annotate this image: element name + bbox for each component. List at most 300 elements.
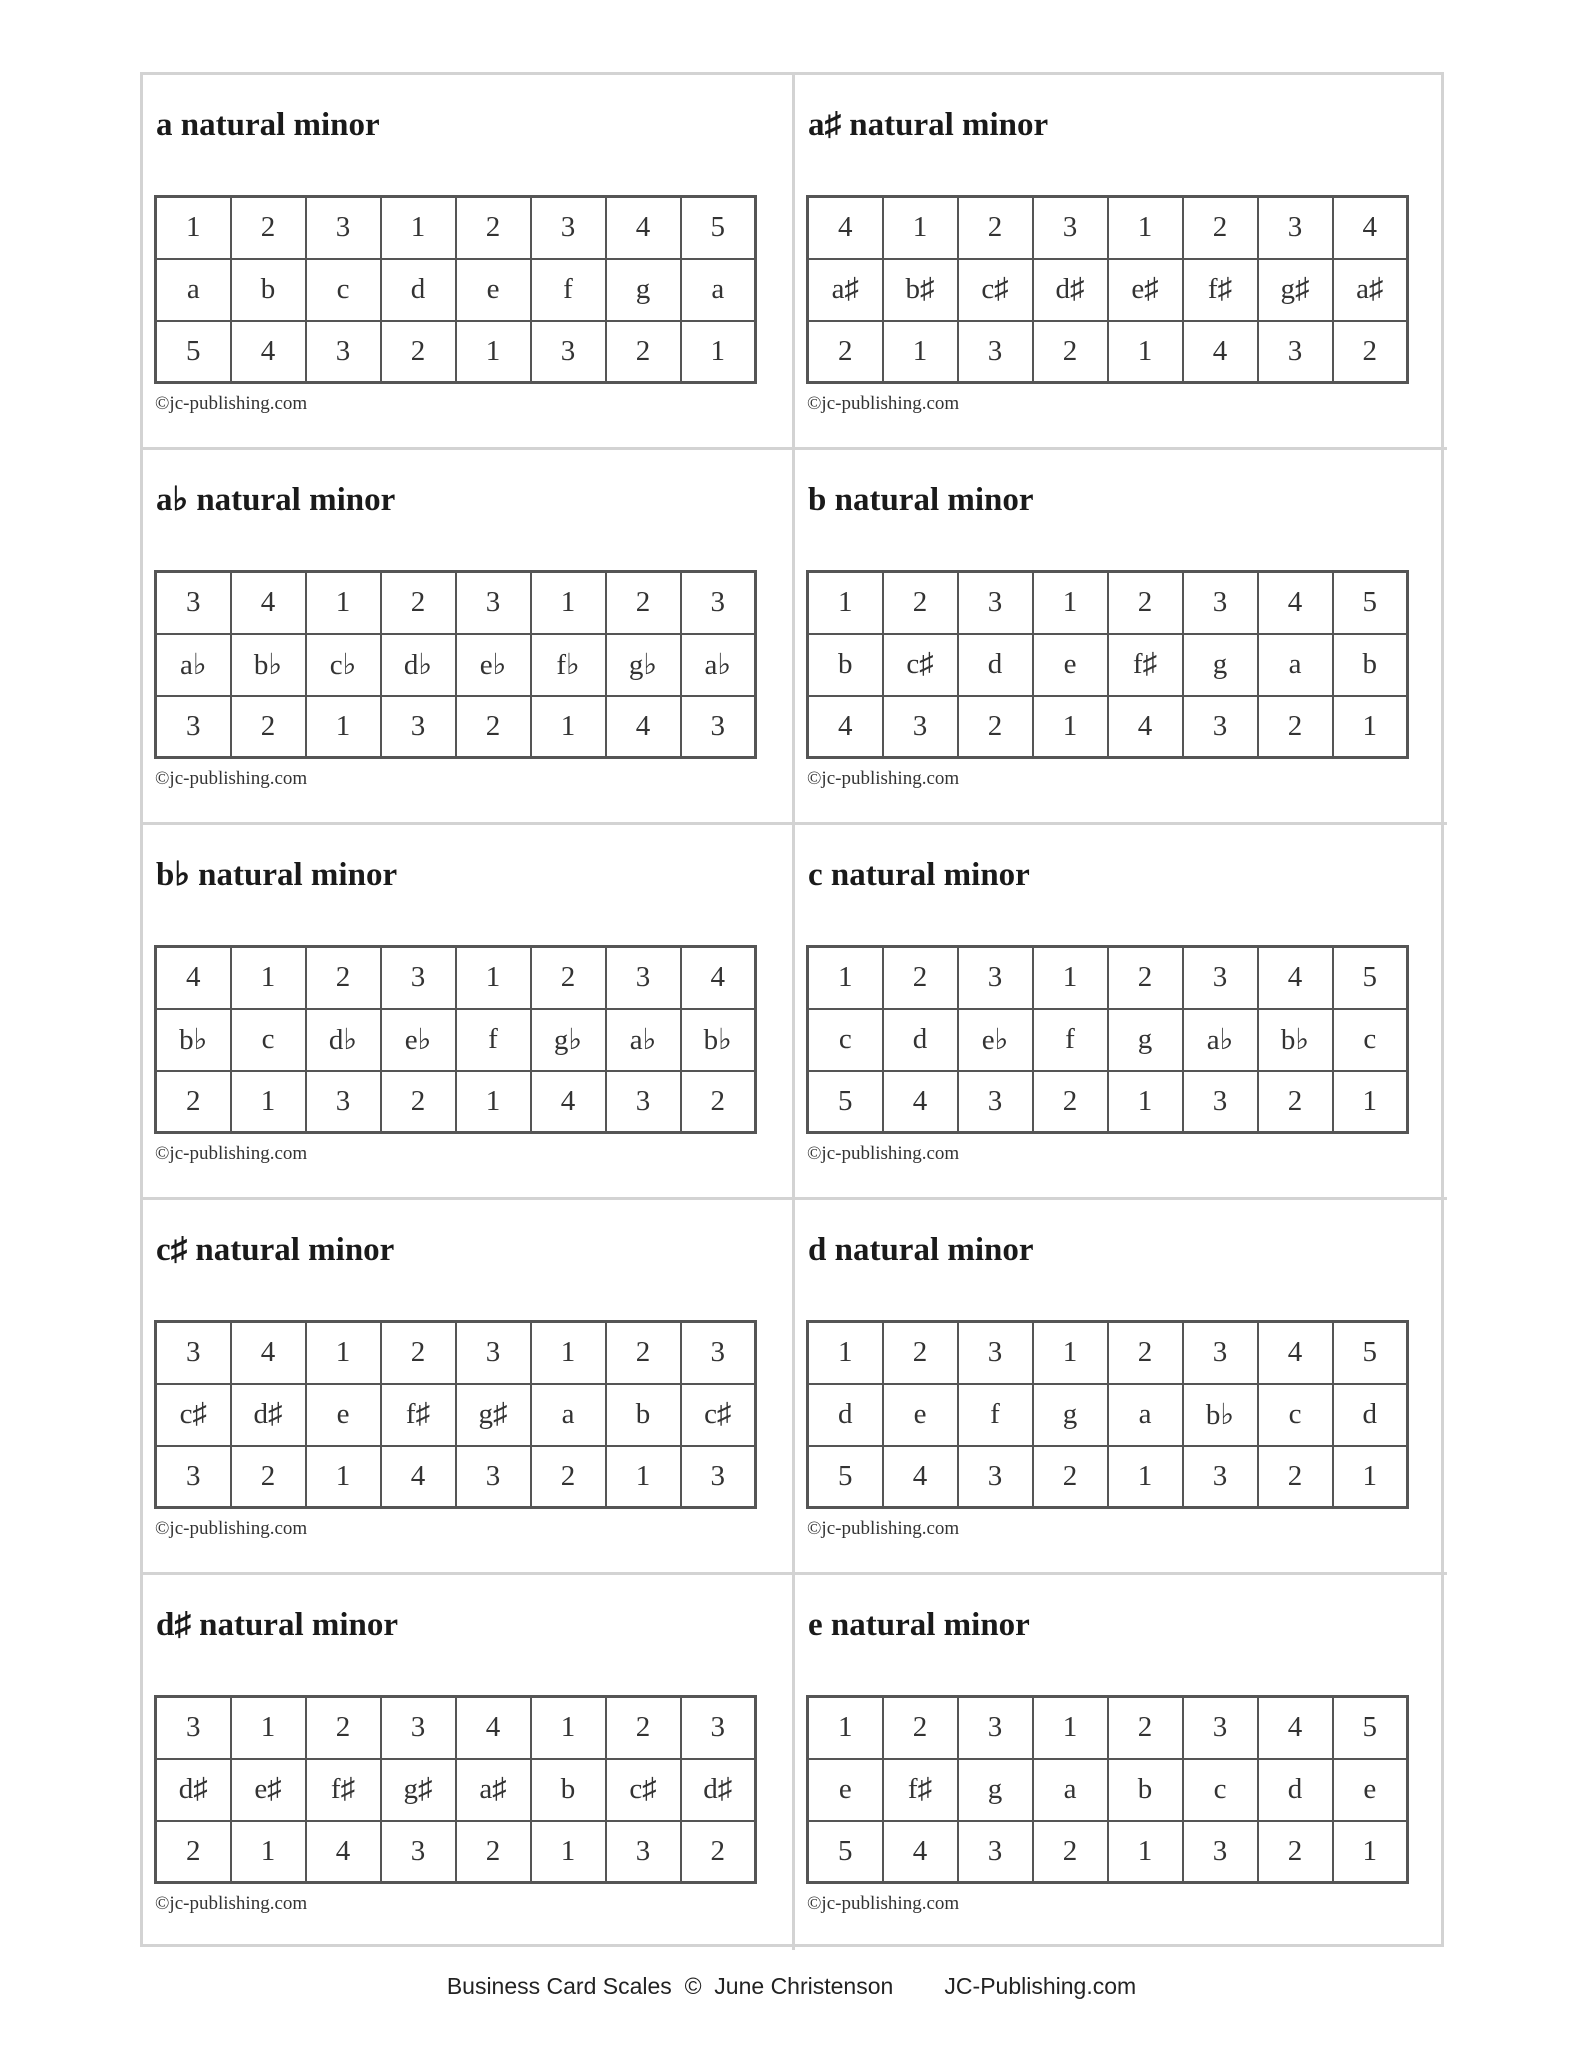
table-cell: 4: [1333, 197, 1408, 259]
copyright-text: ©jc-publishing.com: [155, 768, 308, 789]
fingering-row-top: [156, 1322, 756, 1384]
table-cell: 5: [808, 1071, 883, 1133]
table-cell: c♯: [681, 1384, 756, 1446]
table-cell: a♭: [681, 634, 756, 696]
table-cell: b♭: [1183, 1384, 1258, 1446]
scale-table: [806, 945, 1409, 1134]
fingering-row-bottom: [156, 696, 756, 758]
table-cell: 3: [156, 1697, 231, 1759]
table-cell: f: [531, 259, 606, 321]
scale-table: [806, 1695, 1409, 1884]
table-cell: 2: [606, 1322, 681, 1384]
scale-title: c♯ natural minor: [156, 1232, 395, 1268]
table-cell: 2: [1108, 1322, 1183, 1384]
scale-card: [795, 75, 1447, 450]
table-cell: b: [531, 1759, 606, 1821]
table-cell: 2: [681, 1821, 756, 1883]
table-cell: 2: [381, 1071, 456, 1133]
table-cell: 2: [531, 947, 606, 1009]
scale-title: a natural minor: [156, 107, 380, 143]
table-cell: 3: [606, 1071, 681, 1133]
table-cell: g♯: [381, 1759, 456, 1821]
table-cell: 2: [606, 1697, 681, 1759]
table-cell: 5: [1333, 947, 1408, 1009]
scale-title: b natural minor: [808, 482, 1034, 518]
table-cell: 1: [1333, 1821, 1408, 1883]
table-cell: d: [958, 634, 1033, 696]
scale-title: e natural minor: [808, 1607, 1030, 1643]
table-cell: 3: [381, 1697, 456, 1759]
table-cell: 2: [1333, 321, 1408, 383]
table-cell: 2: [883, 572, 958, 634]
table-cell: 4: [1183, 321, 1258, 383]
note-row: [808, 259, 1408, 321]
table-cell: 3: [156, 572, 231, 634]
table-cell: f♯: [1183, 259, 1258, 321]
table-cell: 4: [808, 197, 883, 259]
table-cell: 1: [231, 1071, 306, 1133]
table-cell: 3: [531, 321, 606, 383]
table-cell: 5: [808, 1821, 883, 1883]
table-cell: b: [1333, 634, 1408, 696]
table-cell: 3: [1183, 696, 1258, 758]
table-cell: g: [958, 1759, 1033, 1821]
table-cell: 2: [883, 947, 958, 1009]
table-cell: 4: [606, 696, 681, 758]
table-cell: 3: [156, 1446, 231, 1508]
table-cell: 3: [958, 1697, 1033, 1759]
table-cell: 1: [456, 947, 531, 1009]
table-cell: b♭: [1258, 1009, 1333, 1071]
note-row: [156, 1009, 756, 1071]
table-cell: e: [1333, 1759, 1408, 1821]
table-cell: 2: [1108, 1697, 1183, 1759]
table-cell: 1: [306, 1446, 381, 1508]
table-cell: b: [231, 259, 306, 321]
copyright-text: ©jc-publishing.com: [807, 393, 960, 414]
table-cell: 2: [456, 197, 531, 259]
note-row: [808, 1009, 1408, 1071]
table-cell: 4: [1258, 1322, 1333, 1384]
table-cell: 4: [883, 1071, 958, 1133]
scale-title: b♭ natural minor: [156, 857, 398, 893]
table-cell: 1: [456, 321, 531, 383]
table-cell: 2: [531, 1446, 606, 1508]
table-cell: c♯: [958, 259, 1033, 321]
fingering-row-bottom: [156, 1071, 756, 1133]
note-row: [156, 634, 756, 696]
table-cell: 4: [456, 1697, 531, 1759]
card-sheet: [140, 72, 1444, 1947]
table-cell: 4: [381, 1446, 456, 1508]
copyright-text: ©jc-publishing.com: [807, 1518, 960, 1539]
table-cell: c♯: [606, 1759, 681, 1821]
table-cell: b♯: [883, 259, 958, 321]
note-row: [156, 1384, 756, 1446]
table-cell: 3: [1183, 572, 1258, 634]
table-cell: 3: [606, 1821, 681, 1883]
table-cell: 1: [1333, 1446, 1408, 1508]
table-cell: 1: [606, 1446, 681, 1508]
fingering-row-top: [808, 572, 1408, 634]
table-cell: c: [1258, 1384, 1333, 1446]
table-cell: e: [1033, 634, 1108, 696]
table-cell: 4: [231, 572, 306, 634]
table-cell: 3: [156, 696, 231, 758]
fingering-row-bottom: [156, 1446, 756, 1508]
table-cell: 1: [531, 1821, 606, 1883]
table-cell: 3: [156, 1322, 231, 1384]
table-cell: 4: [231, 1322, 306, 1384]
scale-table: [154, 195, 757, 384]
table-cell: 2: [1033, 321, 1108, 383]
table-cell: a♯: [808, 259, 883, 321]
table-cell: 1: [381, 197, 456, 259]
table-cell: 1: [1108, 1446, 1183, 1508]
table-cell: 3: [606, 947, 681, 1009]
table-cell: 4: [1258, 947, 1333, 1009]
table-cell: 3: [306, 1071, 381, 1133]
fingering-row-top: [808, 1697, 1408, 1759]
table-cell: 4: [156, 947, 231, 1009]
table-cell: e: [808, 1759, 883, 1821]
table-cell: 3: [958, 1446, 1033, 1508]
table-cell: 1: [1108, 1071, 1183, 1133]
table-cell: f: [958, 1384, 1033, 1446]
table-cell: a: [1108, 1384, 1183, 1446]
scale-table: [154, 1320, 757, 1509]
table-cell: 2: [1183, 197, 1258, 259]
table-cell: 1: [1333, 696, 1408, 758]
table-cell: 3: [1183, 1697, 1258, 1759]
table-cell: g: [1033, 1384, 1108, 1446]
table-cell: 2: [381, 1322, 456, 1384]
table-cell: 2: [958, 696, 1033, 758]
table-cell: 1: [231, 947, 306, 1009]
table-cell: 3: [681, 1446, 756, 1508]
table-cell: 3: [306, 197, 381, 259]
table-cell: 2: [1258, 1821, 1333, 1883]
table-cell: 2: [381, 572, 456, 634]
table-cell: e: [306, 1384, 381, 1446]
table-cell: 1: [456, 1071, 531, 1133]
table-cell: 3: [1183, 947, 1258, 1009]
fingering-row-top: [156, 197, 756, 259]
table-cell: d: [1333, 1384, 1408, 1446]
scale-title: a♯ natural minor: [808, 107, 1049, 143]
table-cell: 1: [1033, 696, 1108, 758]
table-cell: 1: [1033, 1322, 1108, 1384]
fingering-row-top: [156, 1697, 756, 1759]
table-cell: 3: [381, 1821, 456, 1883]
table-cell: 2: [381, 321, 456, 383]
note-row: [808, 634, 1408, 696]
table-cell: b♭: [156, 1009, 231, 1071]
table-cell: f: [1033, 1009, 1108, 1071]
table-cell: 2: [231, 1446, 306, 1508]
table-cell: 3: [456, 1446, 531, 1508]
copyright-text: ©jc-publishing.com: [807, 768, 960, 789]
table-cell: 3: [681, 1697, 756, 1759]
table-cell: 1: [808, 947, 883, 1009]
table-cell: 3: [381, 696, 456, 758]
table-cell: c: [1183, 1759, 1258, 1821]
table-cell: 3: [958, 321, 1033, 383]
table-cell: g♭: [606, 634, 681, 696]
table-cell: 3: [381, 947, 456, 1009]
table-cell: 1: [531, 1697, 606, 1759]
table-cell: d♭: [381, 634, 456, 696]
table-cell: 3: [883, 696, 958, 758]
table-cell: 1: [1033, 947, 1108, 1009]
table-cell: 2: [1258, 696, 1333, 758]
table-cell: 5: [1333, 572, 1408, 634]
table-cell: 3: [306, 321, 381, 383]
table-cell: 5: [156, 321, 231, 383]
table-cell: 2: [306, 947, 381, 1009]
fingering-row-top: [808, 197, 1408, 259]
table-cell: 2: [156, 1821, 231, 1883]
table-cell: d♯: [1033, 259, 1108, 321]
scale-table: [154, 570, 757, 759]
table-cell: c: [808, 1009, 883, 1071]
table-cell: 1: [1108, 197, 1183, 259]
table-cell: a: [681, 259, 756, 321]
table-cell: 2: [808, 321, 883, 383]
fingering-row-bottom: [808, 1821, 1408, 1883]
table-cell: 2: [1033, 1071, 1108, 1133]
fingering-row-bottom: [156, 1821, 756, 1883]
table-cell: 4: [808, 696, 883, 758]
table-cell: 3: [456, 1322, 531, 1384]
table-cell: d♯: [681, 1759, 756, 1821]
table-cell: c: [1333, 1009, 1408, 1071]
table-cell: g♯: [1258, 259, 1333, 321]
table-cell: a: [156, 259, 231, 321]
scale-table: [154, 1695, 757, 1884]
copyright-text: ©jc-publishing.com: [155, 1143, 308, 1164]
scale-card: [795, 825, 1447, 1200]
table-cell: b: [1108, 1759, 1183, 1821]
scale-table: [806, 1320, 1409, 1509]
table-cell: 1: [531, 696, 606, 758]
table-cell: g: [1183, 634, 1258, 696]
table-cell: 2: [1258, 1446, 1333, 1508]
table-cell: a♭: [606, 1009, 681, 1071]
table-cell: 2: [606, 321, 681, 383]
table-cell: e♯: [1108, 259, 1183, 321]
table-cell: g♯: [456, 1384, 531, 1446]
table-cell: 2: [456, 696, 531, 758]
page-footer: Business Card Scales © June Christenson JC-Publishing.com: [446, 1973, 1137, 1999]
table-cell: 2: [231, 696, 306, 758]
table-cell: g: [1108, 1009, 1183, 1071]
table-cell: d: [381, 259, 456, 321]
table-cell: 5: [681, 197, 756, 259]
table-cell: 3: [958, 1322, 1033, 1384]
table-cell: 1: [1108, 1821, 1183, 1883]
table-cell: f♯: [306, 1759, 381, 1821]
scale-title: d natural minor: [808, 1232, 1034, 1268]
table-cell: 3: [531, 197, 606, 259]
table-cell: 2: [1033, 1821, 1108, 1883]
table-cell: e♭: [456, 634, 531, 696]
fingering-row-top: [808, 1322, 1408, 1384]
table-cell: d♯: [156, 1759, 231, 1821]
table-cell: 4: [1108, 696, 1183, 758]
note-row: [156, 1759, 756, 1821]
table-cell: 3: [958, 1071, 1033, 1133]
note-row: [808, 1759, 1408, 1821]
table-cell: a: [531, 1384, 606, 1446]
table-cell: d: [883, 1009, 958, 1071]
table-cell: f♭: [531, 634, 606, 696]
table-cell: c: [231, 1009, 306, 1071]
table-cell: e♯: [231, 1759, 306, 1821]
scale-card: [795, 1200, 1447, 1575]
table-cell: 2: [958, 197, 1033, 259]
table-cell: 5: [808, 1446, 883, 1508]
table-cell: 1: [808, 572, 883, 634]
table-cell: 3: [1258, 321, 1333, 383]
table-cell: a♭: [156, 634, 231, 696]
table-cell: 3: [681, 696, 756, 758]
table-cell: 2: [156, 1071, 231, 1133]
fingering-row-bottom: [808, 321, 1408, 383]
table-cell: 2: [1108, 572, 1183, 634]
table-cell: f♯: [1108, 634, 1183, 696]
table-cell: 4: [1258, 1697, 1333, 1759]
table-cell: 1: [1333, 1071, 1408, 1133]
copyright-text: ©jc-publishing.com: [155, 1893, 308, 1914]
table-cell: 3: [1183, 1446, 1258, 1508]
table-cell: 1: [231, 1697, 306, 1759]
table-cell: 3: [958, 572, 1033, 634]
table-cell: 2: [1108, 947, 1183, 1009]
table-cell: 3: [1258, 197, 1333, 259]
table-cell: 3: [1033, 197, 1108, 259]
scale-card: [143, 75, 795, 450]
table-cell: 2: [681, 1071, 756, 1133]
note-row: [156, 259, 756, 321]
table-cell: 4: [606, 197, 681, 259]
table-cell: 2: [883, 1322, 958, 1384]
table-cell: d♯: [231, 1384, 306, 1446]
table-cell: b♭: [231, 634, 306, 696]
table-cell: 5: [1333, 1697, 1408, 1759]
table-cell: d: [808, 1384, 883, 1446]
table-cell: 4: [306, 1821, 381, 1883]
table-cell: 4: [681, 947, 756, 1009]
scale-card: [143, 1200, 795, 1575]
table-cell: f: [456, 1009, 531, 1071]
copyright-text: ©jc-publishing.com: [807, 1893, 960, 1914]
table-cell: 1: [231, 1821, 306, 1883]
copyright-text: ©jc-publishing.com: [155, 1518, 308, 1539]
table-cell: 2: [456, 1821, 531, 1883]
table-cell: f♯: [883, 1759, 958, 1821]
table-cell: 1: [306, 572, 381, 634]
table-cell: e♭: [381, 1009, 456, 1071]
table-cell: 3: [1183, 1322, 1258, 1384]
table-cell: 2: [306, 1697, 381, 1759]
table-cell: 1: [306, 1322, 381, 1384]
copyright-text: ©jc-publishing.com: [155, 393, 308, 414]
table-cell: 1: [883, 197, 958, 259]
table-cell: c: [306, 259, 381, 321]
table-cell: 1: [1033, 572, 1108, 634]
scale-table: [154, 945, 757, 1134]
table-cell: c♯: [883, 634, 958, 696]
table-cell: 1: [531, 1322, 606, 1384]
fingering-row-bottom: [808, 696, 1408, 758]
table-cell: e: [883, 1384, 958, 1446]
table-cell: c♯: [156, 1384, 231, 1446]
table-cell: 1: [883, 321, 958, 383]
table-cell: 2: [606, 572, 681, 634]
table-cell: 3: [1183, 1071, 1258, 1133]
scale-card: [795, 1575, 1447, 1950]
scale-card: [143, 1575, 795, 1950]
fingering-row-bottom: [156, 321, 756, 383]
table-cell: 2: [883, 1697, 958, 1759]
table-cell: d: [1258, 1759, 1333, 1821]
table-cell: 1: [808, 1697, 883, 1759]
table-cell: c♭: [306, 634, 381, 696]
table-cell: 4: [1258, 572, 1333, 634]
scale-table: [806, 195, 1409, 384]
scale-title: a♭ natural minor: [156, 482, 396, 518]
table-cell: 3: [1183, 1821, 1258, 1883]
table-cell: 2: [231, 197, 306, 259]
table-cell: e♭: [958, 1009, 1033, 1071]
table-cell: e: [456, 259, 531, 321]
scale-card: [143, 450, 795, 825]
table-cell: 2: [1033, 1446, 1108, 1508]
table-cell: a♭: [1183, 1009, 1258, 1071]
note-row: [808, 1384, 1408, 1446]
table-cell: 3: [681, 572, 756, 634]
table-cell: a♯: [1333, 259, 1408, 321]
table-cell: 1: [306, 696, 381, 758]
scale-table: [806, 570, 1409, 759]
table-cell: 2: [1258, 1071, 1333, 1133]
table-cell: 4: [883, 1821, 958, 1883]
table-cell: b: [606, 1384, 681, 1446]
table-cell: 1: [1108, 321, 1183, 383]
table-cell: 3: [958, 1821, 1033, 1883]
table-cell: 3: [958, 947, 1033, 1009]
scale-title: d♯ natural minor: [156, 1607, 399, 1643]
table-cell: 4: [231, 321, 306, 383]
fingering-row-bottom: [808, 1071, 1408, 1133]
table-cell: 1: [531, 572, 606, 634]
table-cell: 1: [1033, 1697, 1108, 1759]
table-cell: f♯: [381, 1384, 456, 1446]
table-cell: d♭: [306, 1009, 381, 1071]
copyright-text: ©jc-publishing.com: [807, 1143, 960, 1164]
table-cell: 4: [883, 1446, 958, 1508]
table-cell: 4: [531, 1071, 606, 1133]
table-cell: 1: [808, 1322, 883, 1384]
table-cell: b: [808, 634, 883, 696]
fingering-row-top: [156, 947, 756, 1009]
fingering-row-top: [808, 947, 1408, 1009]
table-cell: 1: [156, 197, 231, 259]
table-cell: 1: [681, 321, 756, 383]
scale-card: [143, 825, 795, 1200]
scale-card: [795, 450, 1447, 825]
